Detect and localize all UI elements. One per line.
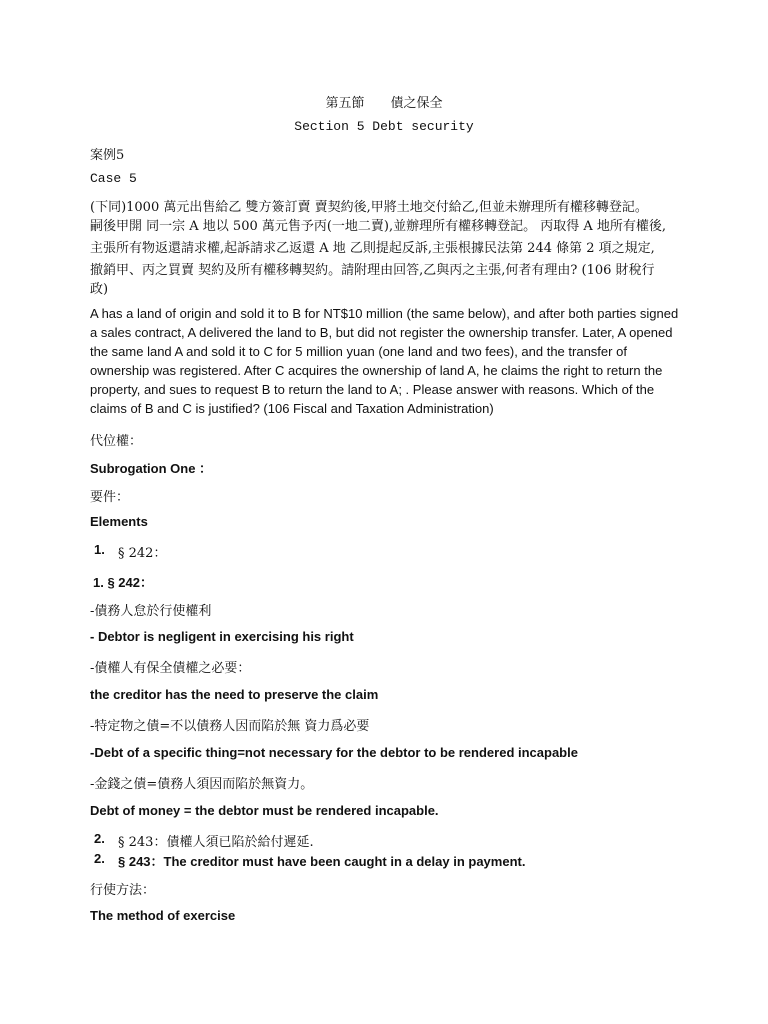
question-english-line-6: claims of B and C is justified? (106 Fiscal and Taxation Administration): [90, 401, 494, 416]
method-heading-english: The method of exercise: [90, 908, 236, 923]
debtor-condition-chinese: -債務人怠於行使權利: [90, 604, 212, 619]
creditor-condition-english: the creditor has the need to preserve the claim: [90, 687, 379, 702]
elements-heading-chinese: 要件：: [90, 490, 130, 505]
case-label-english: Case 5: [90, 171, 137, 186]
elements-heading-english: Elements: [90, 514, 148, 529]
subrogation-heading-english: Subrogation One ：: [90, 461, 213, 476]
creditor-condition-chinese: -債權人有保全債權之必要：: [90, 661, 251, 676]
money-debt-english: Debt of money = the debtor must be rendered incapable.: [90, 803, 439, 818]
specific-debt-english: -Debt of a specific thing=not necessary for the debtor to be rendered incapable: [90, 745, 578, 760]
specific-debt-chinese: -特定物之債=不以債務人因而陷於無 資力爲必要: [90, 719, 370, 734]
question-chinese-line-4: 撤銷甲、丙之買賣 契約及所有權移轉契約。請附理由回答,乙與丙之主張,何者有理由? (106 財稅行: [90, 263, 655, 278]
item-1-number: 1.: [94, 542, 105, 557]
question-chinese-line-5: 政): [90, 282, 109, 297]
question-chinese-line-1: (下同)1000 萬元出售給乙 雙方簽訂賣 賣契約後,甲將土地交付給乙,但並未辦理所有權移轉登記。: [90, 200, 648, 215]
question-chinese-line-2: 嗣後甲開 同一宗 A 地以 500 萬元售予丙(一地二賣),並辦理所有權移轉登記。 丙取得 A 地所有權後,: [90, 219, 667, 234]
question-english-line-4: ownership was registered. After C acquires the ownership of land A, he claims the right to return the: [90, 363, 663, 378]
question-english-line-1: A has a land of origin and sold it to B for NT$10 million (the same below), and after both parties signed: [90, 306, 679, 321]
debtor-condition-english: - Debtor is negligent in exercising his right: [90, 629, 354, 644]
question-english-line-5: property, and sues to request B to return the land to A; . Please answer with reasons. Which of the: [90, 382, 655, 397]
question-english-line-3: the same land A and sold it to C for 5 million yuan (one land and two fees), and the transfer of: [90, 344, 627, 359]
question-chinese-line-3: 主張所有物返還請求權,起訴請求乙返還 A 地 乙則提起反訴,主張根據民法第 244 條第 2 項之規定,: [90, 241, 655, 256]
item-2-english: § 243：The creditor must have been caught in a delay in payment.: [118, 854, 526, 869]
item-2-chinese: § 243：債權人須已陷於給付遲延.: [118, 835, 314, 850]
subrogation-heading-chinese: 代位權：: [90, 434, 143, 449]
item-2-english-number: 2.: [94, 851, 105, 866]
item-1-english: 1. § 242：: [93, 575, 153, 590]
money-debt-chinese: -金錢之債=債務人須因而陷於無資力。: [90, 777, 314, 792]
item-1-chinese: § 242：: [118, 546, 167, 561]
case-label-chinese: 案例5: [90, 148, 125, 163]
method-heading-chinese: 行使方法：: [90, 883, 156, 898]
item-2-number: 2.: [94, 831, 105, 846]
chapter-title-chinese: 第五節 債之保全: [325, 96, 443, 111]
question-english-line-2: a sales contract, A delivered the land to B, but did not register the ownership transfer. Later, A opened: [90, 325, 673, 340]
chapter-title-english: Section 5 Debt security: [294, 119, 474, 134]
